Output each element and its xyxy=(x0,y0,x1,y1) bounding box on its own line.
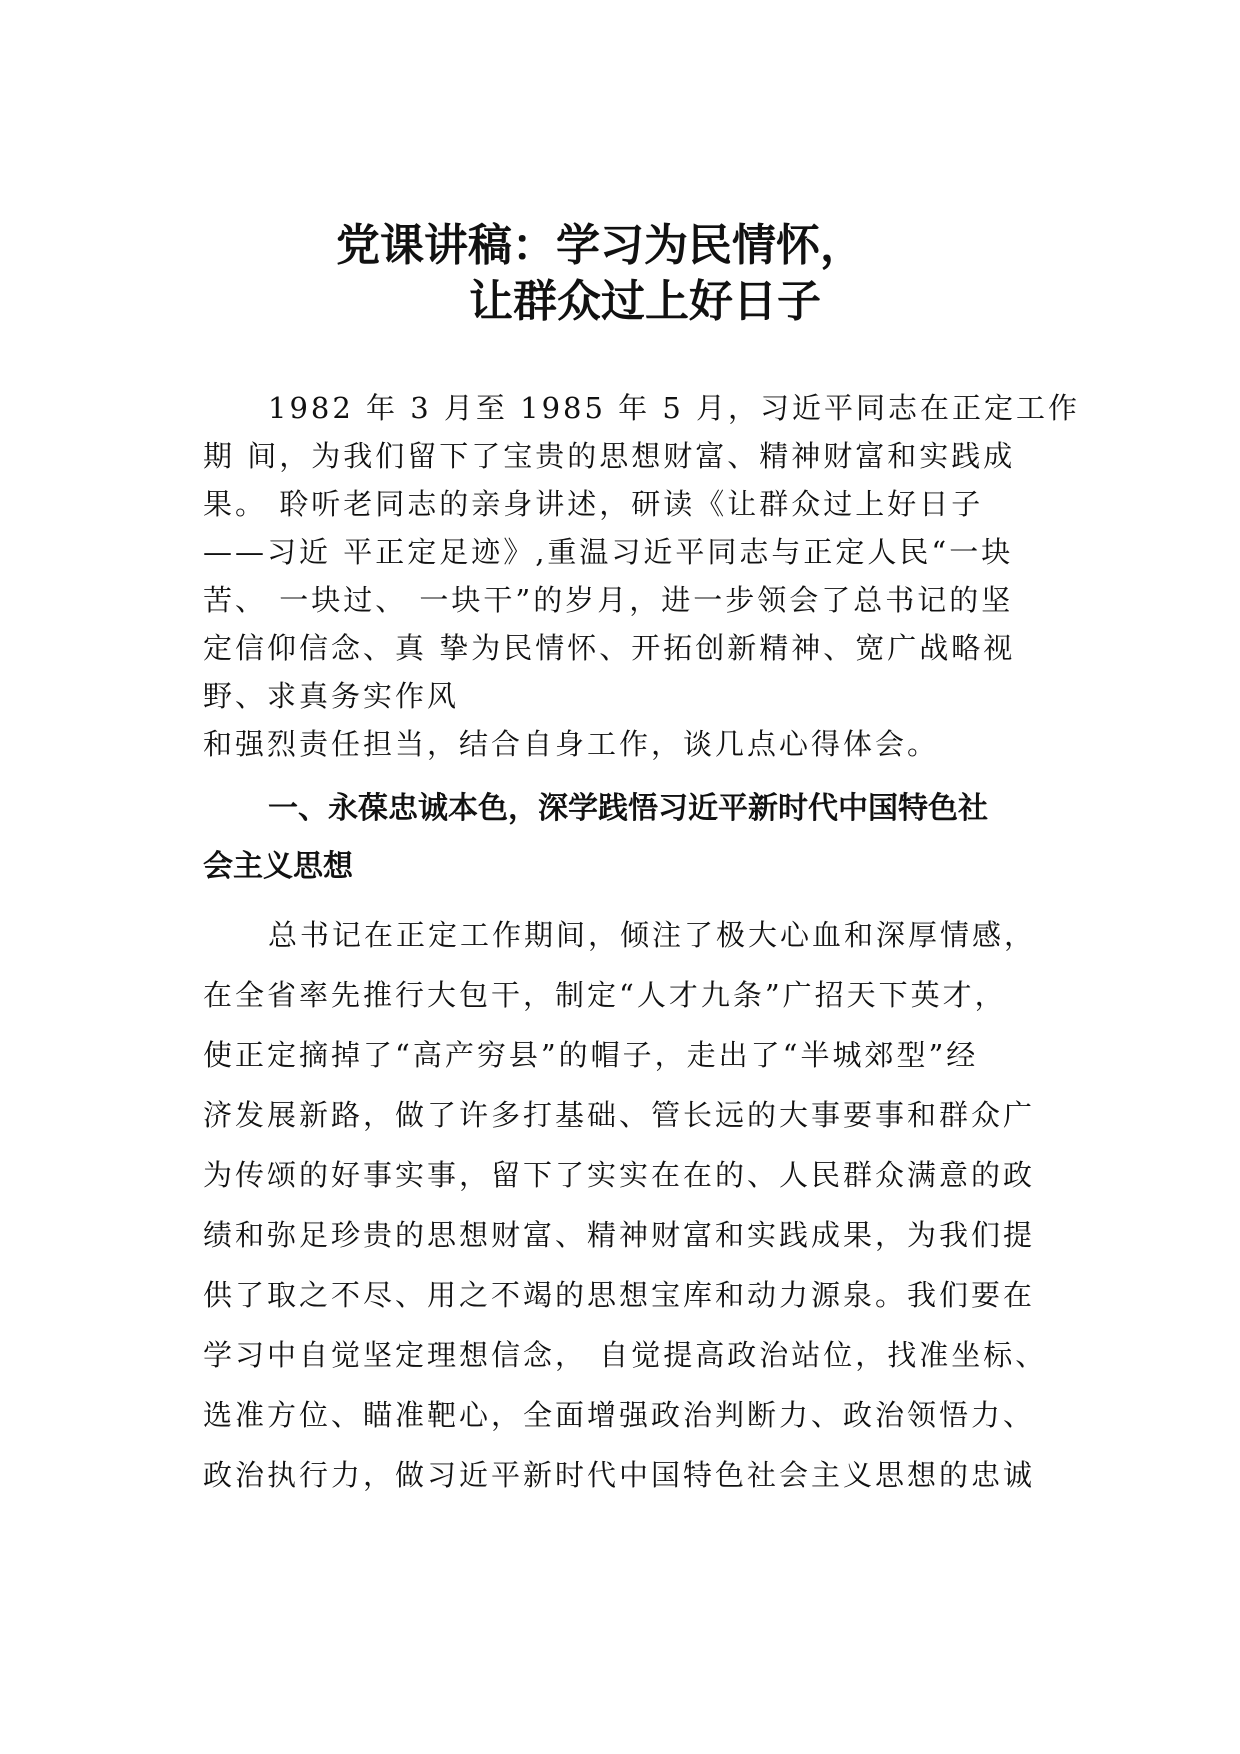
body-line: 供了取之不尽、用之不竭的思想宝库和动力源泉。我们要在 xyxy=(203,1278,1036,1312)
body-line: 选准方位、瞄准靶心，全面增强政治判断力、政治领悟力、 xyxy=(203,1398,1036,1432)
title-line-1: 党课讲稿：学习为民情怀， xyxy=(336,220,864,271)
body-line: 在全省率先推行大包干，制定“人才九条”广招天下英才， xyxy=(203,978,1007,1012)
body-line: 使正定摘掉了“高产穷县”的帽子，走出了“半城郊型”经 xyxy=(203,1038,979,1072)
body-line: 政治执行力，做习近平新时代中国特色社会主义思想的忠诚 xyxy=(203,1458,1036,1492)
section-body-paragraph xyxy=(203,905,1073,1505)
body-line: 绩和弥足珍贵的思想财富、精神财富和实践成果，为我们提 xyxy=(203,1218,1036,1252)
section-heading-line-2: 会主义思想 xyxy=(203,849,353,884)
body-line: 总书记在正定工作期间，倾注了极大心血和深厚情感， xyxy=(268,918,1037,952)
intro-line: ——习近 平正定足迹》,重温习近平同志与正定人民“一块 xyxy=(203,535,1014,569)
document-title xyxy=(0,218,1240,330)
title-line-2: 让群众过上好日子 xyxy=(469,276,821,327)
body-line: 为传颂的好事实事，留下了实实在在的、人民群众满意的政 xyxy=(203,1158,1036,1192)
body-line: 济发展新路，做了许多打基础、管长远的大事要事和群众广 xyxy=(203,1098,1036,1132)
intro-line: 期 间，为我们留下了宝贵的思想财富、精神财富和实践成 xyxy=(203,439,1016,473)
intro-line: 和强烈责任担当，结合自身工作，谈几点心得体会。 xyxy=(203,727,940,761)
body-line: 学习中自觉坚定理想信念， 自觉提高政治站位，找准坐标、 xyxy=(203,1338,1048,1372)
intro-line: 果。 聆听老同志的亲身讲述，研读《让群众过上好日子 xyxy=(203,487,984,521)
intro-line: 苦、 一块过、 一块干”的岁月，进一步领会了总书记的坚 xyxy=(203,583,1014,617)
section-heading xyxy=(203,780,1073,896)
intro-line: 1982 年 3 月至 1985 年 5 月，习近平同志在正定工作 xyxy=(268,391,1081,425)
intro-line: 定信仰信念、真 挚为民情怀、开拓创新精神、宽广战略视 xyxy=(203,631,1016,665)
section-heading-line-1: 一、永葆忠诚本色，深学践悟习近平新时代中国特色社 xyxy=(268,791,988,826)
intro-line: 野、求真务实作风 xyxy=(203,679,460,713)
intro-paragraph xyxy=(203,384,1081,768)
